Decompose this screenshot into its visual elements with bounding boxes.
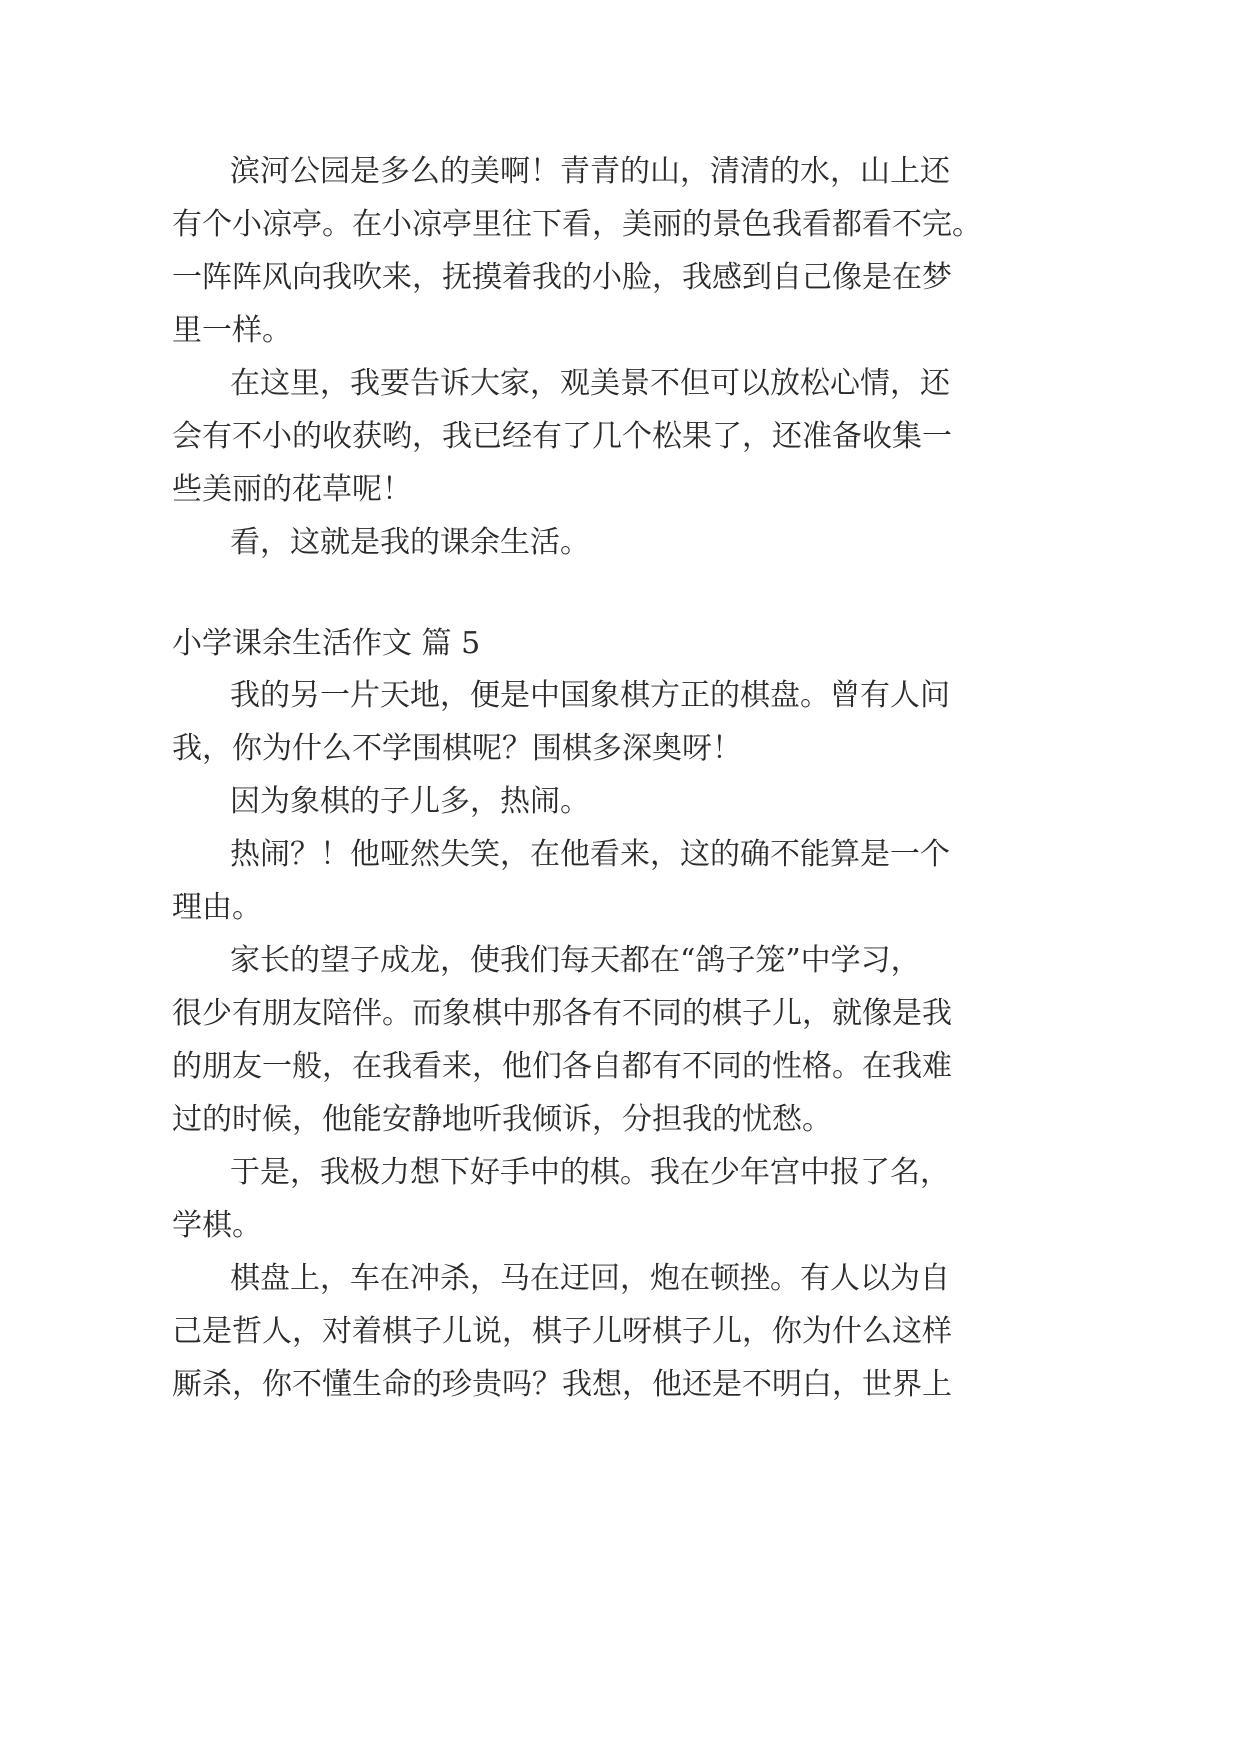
paragraph-line: 有个小凉亭。在小凉亭里往下看，美丽的景色我看都看不完。: [172, 207, 982, 242]
paragraph-line: 于是，我极力想下好手中的棋。我在少年宫中报了名，: [230, 1155, 950, 1190]
paragraph-line: 热闹？！他哑然失笑，在他看来，这的确不能算是一个: [230, 837, 950, 872]
paragraph-line: 因为象棋的子儿多，热闹。: [230, 784, 590, 819]
paragraph-line: 理由。: [172, 890, 262, 925]
paragraph-line: 一阵阵风向我吹来，抚摸着我的小脸，我感到自己像是在梦: [172, 260, 952, 295]
paragraph-line: 些美丽的花草呢！: [172, 472, 412, 507]
paragraph-line: 我，你为什么不学围棋呢？围棋多深奥呀！: [172, 731, 742, 766]
paragraph-line: 看，这就是我的课余生活。: [230, 525, 590, 560]
paragraph-line: 在这里，我要告诉大家，观美景不但可以放松心情，还: [230, 366, 950, 401]
paragraph-line: 里一样。: [172, 313, 292, 348]
paragraph-line: 会有不小的收获哟，我已经有了几个松果了，还准备收集一: [172, 419, 952, 454]
paragraph-line: 我的另一片天地，便是中国象棋方正的棋盘。曾有人问: [230, 678, 950, 713]
paragraph-line: 厮杀，你不懂生命的珍贵吗？我想，他还是不明白，世界上: [172, 1367, 952, 1402]
paragraph-line: 学棋。: [172, 1208, 262, 1243]
section-heading: 小学课余生活作文 篇 5: [172, 626, 481, 661]
paragraph-line: 己是哲人，对着棋子儿说，棋子儿呀棋子儿，你为什么这样: [172, 1314, 952, 1349]
paragraph-line: 家长的望子成龙，使我们每天都在“鸽子笼”中学习，: [230, 943, 921, 978]
paragraph-line: 棋盘上，车在冲杀，马在迂回，炮在顿挫。有人以为自: [230, 1261, 950, 1296]
paragraph-line: 的朋友一般，在我看来，他们各自都有不同的性格。在我难: [172, 1049, 952, 1084]
paragraph-line: 很少有朋友陪伴。而象棋中那各有不同的棋子儿，就像是我: [172, 996, 952, 1031]
paragraph-line: 过的时候，他能安静地听我倾诉，分担我的忧愁。: [172, 1102, 832, 1137]
paragraph-line: 滨河公园是多么的美啊！青青的山，清清的水，山上还: [230, 154, 950, 189]
